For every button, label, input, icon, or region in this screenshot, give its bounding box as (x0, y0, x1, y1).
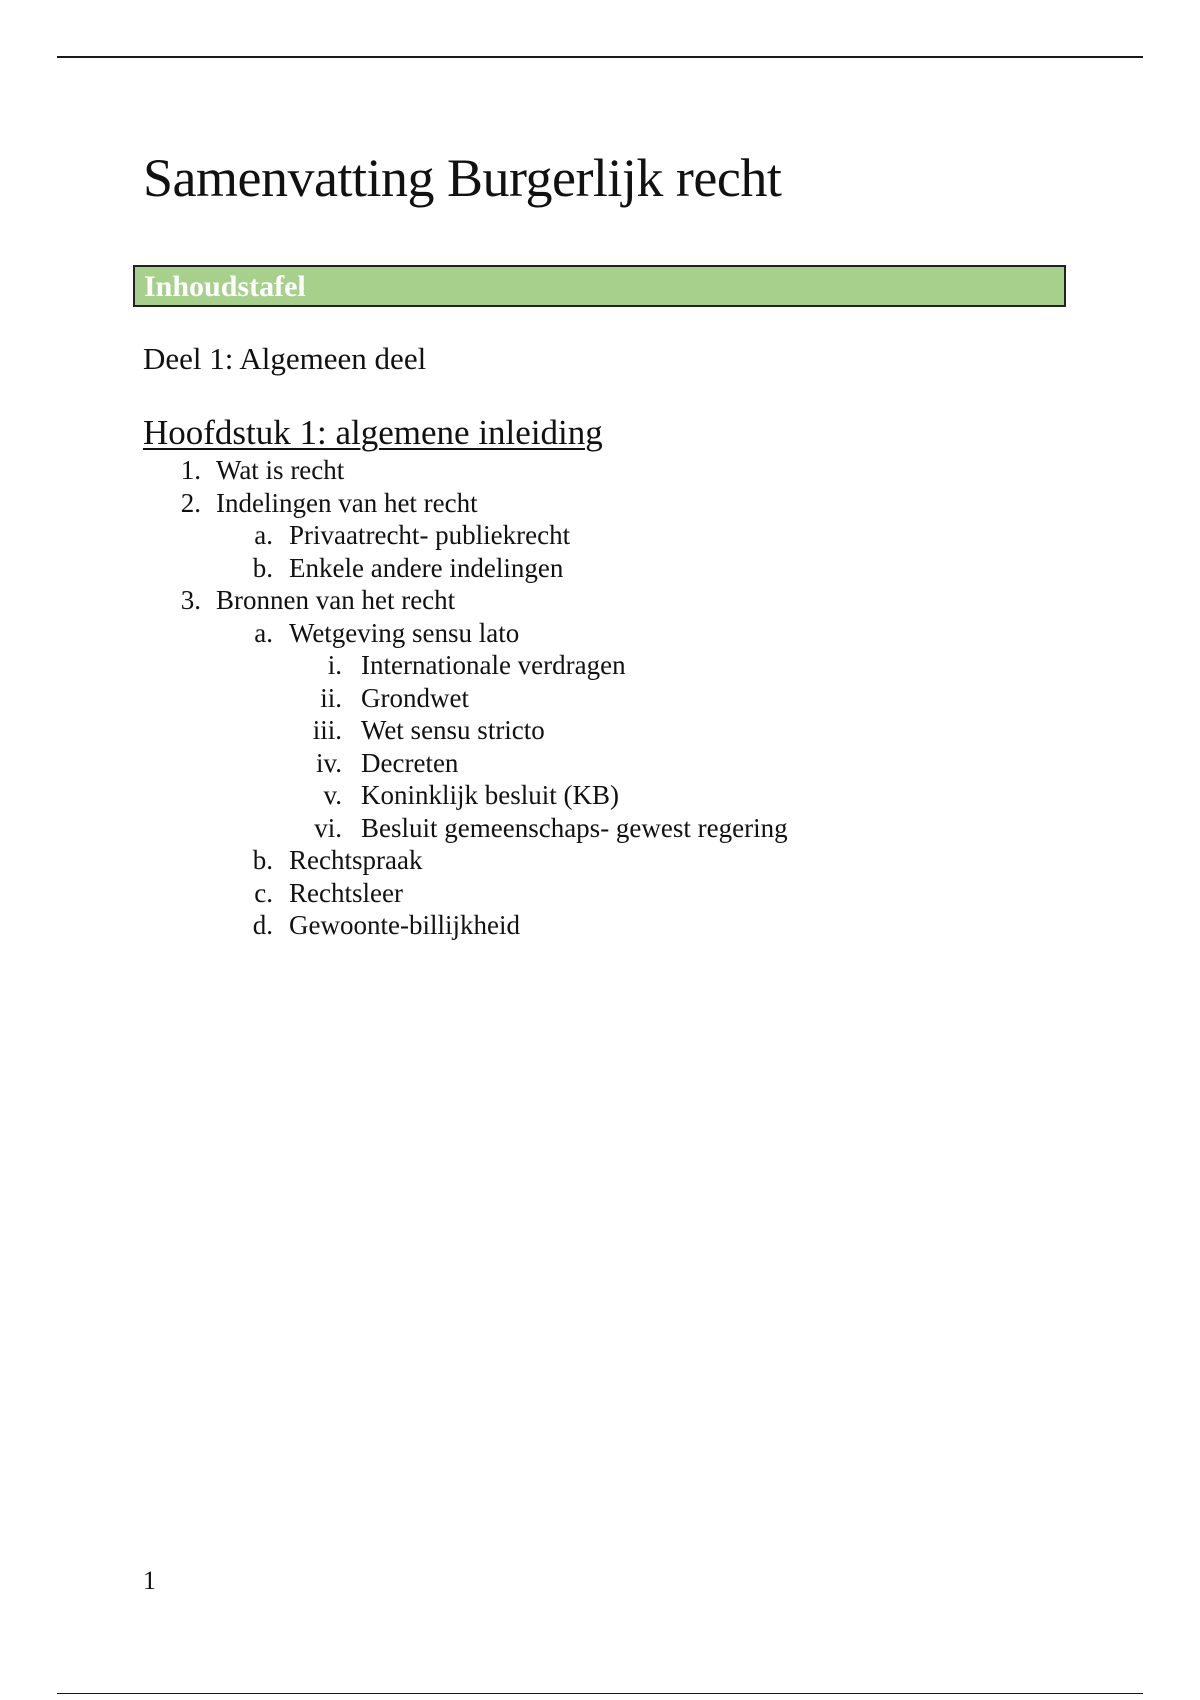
toc-heading: Inhoudstafel (144, 270, 306, 303)
toc-item-number: iii. (312, 715, 342, 745)
toc-item-text: Koninklijk besluit (KB) (361, 780, 619, 810)
toc-item (0, 454, 1200, 487)
toc-item-number: b. (252, 845, 273, 875)
toc-subsubitem (0, 779, 1200, 812)
toc-subsubitem (0, 649, 1200, 682)
document-title: Samenvatting Burgerlijk recht (143, 148, 782, 208)
toc-item-number: vi. (314, 812, 342, 843)
toc-item-number: ii. (320, 682, 342, 713)
page-bottom-rule (57, 1693, 1143, 1694)
toc-item-text: Enkele andere indelingen (289, 552, 564, 583)
toc-item-number: c. (254, 877, 273, 908)
toc-heading-bar (133, 265, 1066, 307)
toc-item-number: 3. (180, 585, 201, 615)
toc-list (0, 454, 1200, 942)
toc-subsubitem (0, 747, 1200, 780)
toc-subitem (0, 519, 1200, 552)
toc-item-number: a. (254, 520, 273, 550)
toc-subitem (0, 844, 1200, 877)
toc-item-text: Rechtsleer (289, 877, 403, 908)
toc-item-number: 2. (180, 487, 201, 518)
toc-item-number: iv. (316, 747, 342, 778)
toc-item-text: Wat is recht (216, 455, 345, 485)
toc-subitem (0, 909, 1200, 942)
toc-subitem (0, 617, 1200, 650)
toc-item-text: Indelingen van het recht (216, 487, 478, 518)
toc-subsubitem (0, 682, 1200, 715)
toc-item-text: Decreten (361, 747, 459, 778)
toc-subsubitem (0, 812, 1200, 845)
toc-item-text: Privaatrecht- publiekrecht (289, 520, 571, 550)
toc-item-number: 1. (180, 455, 201, 485)
toc-item-text: Rechtspraak (289, 845, 423, 875)
page-top-rule (57, 56, 1143, 58)
toc-item-text: Wet sensu stricto (361, 715, 545, 745)
chapter-heading: Hoofdstuk 1: algemene inleiding (143, 413, 603, 452)
toc-item-number: a. (254, 617, 273, 648)
toc-item-number: b. (252, 552, 273, 583)
toc-item-text: Internationale verdragen (361, 650, 626, 680)
toc-item-number: i. (327, 650, 342, 680)
toc-item-number: d. (252, 910, 273, 940)
toc-subitem (0, 552, 1200, 585)
toc-item-number: v. (323, 780, 342, 810)
toc-item-text: Bronnen van het recht (216, 585, 456, 615)
toc-subsubitem (0, 714, 1200, 747)
toc-item (0, 584, 1200, 617)
toc-subitem (0, 877, 1200, 910)
toc-item-text: Besluit gemeenschaps- gewest regering (361, 812, 788, 843)
page-number: 1 (143, 1566, 156, 1595)
part-heading: Deel 1: Algemeen deel (143, 341, 427, 376)
toc-item-text: Gewoonte-billijkheid (289, 910, 520, 940)
toc-item-text: Grondwet (361, 682, 469, 713)
toc-item (0, 487, 1200, 520)
toc-item-text: Wetgeving sensu lato (289, 617, 520, 648)
